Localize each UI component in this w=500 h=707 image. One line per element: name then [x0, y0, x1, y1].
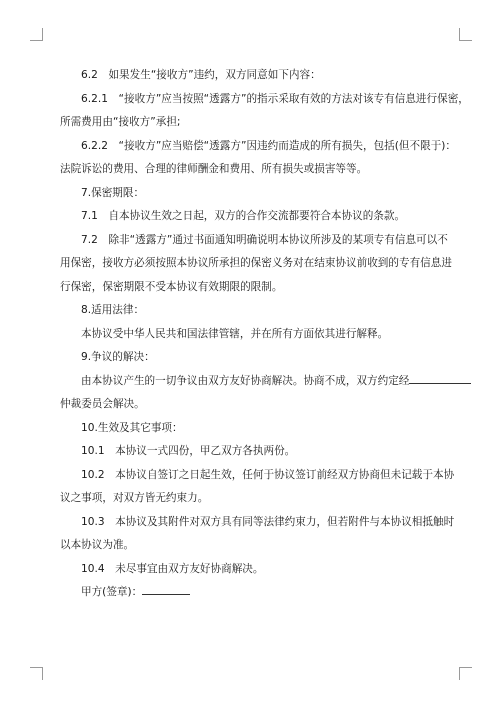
section-8-text: 本协议受中华人民共和国法律管辖，并在所有方面依其进行解释。 — [81, 327, 389, 340]
section-9-text: 由本协议产生的一切争议由双方友好协商解决。协商不成，双方约定经 — [81, 374, 410, 387]
clause-6-2-1-line1: 6.2.1 “接收方”应当按照“透露方”的指示采取有效的方法对该专有信息进行保密， — [81, 92, 469, 105]
section-10-heading: 10.生效及其它事项： — [81, 421, 183, 434]
clause-6-2: 6.2 如果发生“接收方”违约，双方同意如下内容： — [81, 69, 321, 81]
clause-10-3-line1: 10.3 本协议及其附件对双方具有同等法律约束力，但若附件与本协议相抵触时 — [81, 515, 455, 528]
section-7-heading: 7.保密期限： — [81, 186, 145, 199]
clause-7-2-line3: 行保密，保密期限不受本协议有效期限的限制。 — [60, 280, 283, 293]
section-9-heading: 9.争议的解决： — [81, 351, 155, 363]
clause-7-2-line1: 7.2 除非“透露方”通过书面通知明确说明本协议所涉及的某项专有信息可以不 — [81, 233, 448, 246]
section-9-text-line1 — [60, 370, 455, 394]
crop-mark-bottom-left — [30, 667, 43, 680]
clause-6-2-1-line2: 所需费用由“接收方”承担; — [60, 116, 181, 128]
clause-6-2-2-line1: 6.2.2 “接收方”应当赔偿“透露方”因违约而造成的所有损失，包括(但不限于)： — [81, 139, 456, 152]
crop-mark-bottom-right — [459, 667, 472, 680]
clause-7-2-line2: 用保密，接收方必须按照本协议所承担的保密义务对在结束协议前收到的专有信息进 — [60, 257, 452, 269]
section-8-heading: 8.适用法律： — [81, 304, 145, 316]
crop-mark-top-right — [459, 28, 472, 41]
party-a-signature-blank — [142, 584, 190, 595]
clause-10-1: 10.1 本协议一式四份，甲乙双方各执两份。 — [81, 445, 296, 457]
clause-10-2-line2: 议之事项，对双方皆无约束力。 — [60, 492, 209, 504]
clause-10-3-line2: 以本协议为准。 — [60, 539, 135, 551]
party-a-signature-label: 甲方(签章)： — [81, 586, 143, 598]
document-body — [60, 64, 469, 605]
crop-mark-top-left — [30, 28, 43, 41]
clause-7-1: 7.1 自本协议生效之日起，双方的合作交流都要符合本协议的条款。 — [81, 210, 406, 222]
arbitration-blank — [409, 373, 471, 384]
clause-6-2-2-line2: 法院诉讼的费用、合理的律师酬金和费用、所有损失或损害等等。 — [60, 163, 368, 175]
party-a-signature-line — [60, 581, 455, 605]
clause-10-2-line1: 10.2 本协议自签订之日起生效，任何于协议签订前经双方协商但未记载于本协 — [81, 468, 455, 481]
section-9-text-line2: 仲裁委员会解决。 — [60, 398, 145, 410]
clause-10-4: 10.4 未尽事宜由双方友好协商解决。 — [81, 562, 264, 575]
